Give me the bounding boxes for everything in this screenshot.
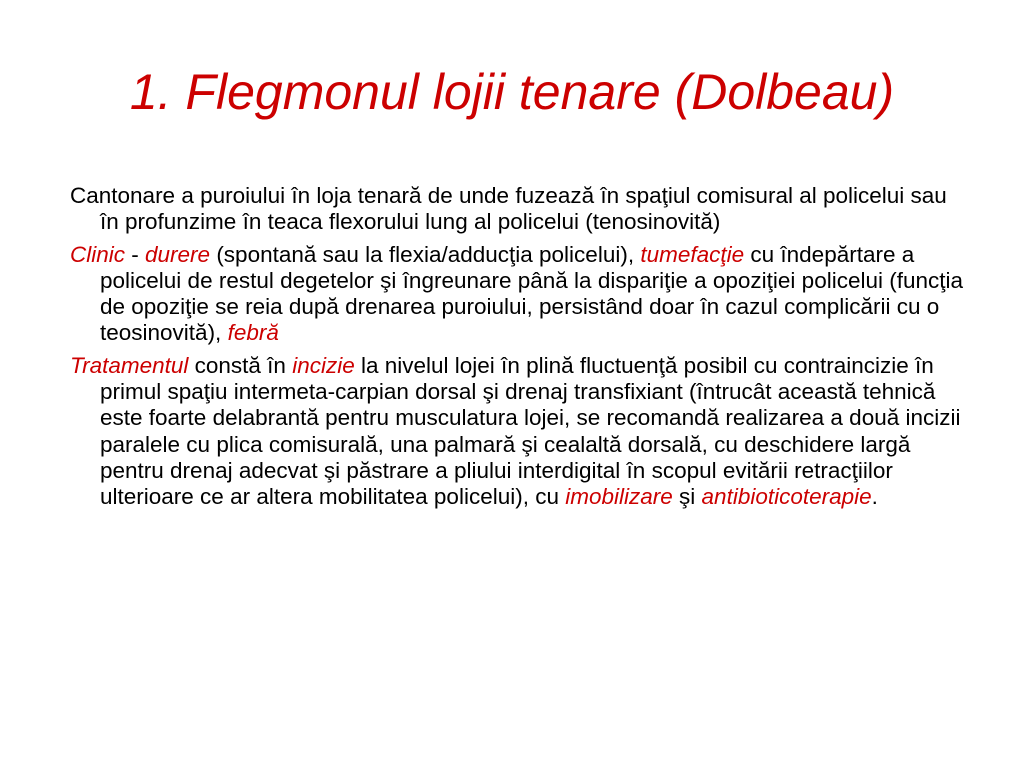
clinic-text-2: cu îndepărtare a policelui de restul degetelor şi îngreunare până la dispariţie a opoziţiei policelui (funcţia de opoziţie se reia după drenarea puroiului, persistând doar în cazul complicării cu o teosinovită), <box>100 241 964 346</box>
paragraph-tratament <box>70 353 970 511</box>
paragraph-clinic <box>70 242 970 347</box>
keyword-imobilizare: imobilizare <box>565 484 673 510</box>
tratament-text-2: la nivelul lojei în plină fluctuenţă posibil cu contraincizie în primul spaţiu intermeta-carpian dorsal şi drenaj transfixiant (întrucât această tehnică este foarte delabrantă pentru musculatura lojei, se recomandă realizarea a două incizii paralele cu plica comisurală, una palmară şi cealaltă dorsală, cu deschidere largă pentru drenaj adecvat şi păstrare a pliului interdigital în scopul evitării retracţiilor ulterioare ce ar altera mobilitatea policelui), cu <box>100 352 961 510</box>
keyword-tumefactie: tumefacţie <box>640 241 745 267</box>
paragraph-cantonare <box>70 183 970 236</box>
dash-separator: - <box>125 241 146 267</box>
tratament-text-1: constă în <box>188 352 293 378</box>
keyword-antibioticoterapie: antibioticoterapie <box>701 484 872 510</box>
keyword-durere: durere <box>145 241 211 267</box>
keyword-clinic: Clinic <box>70 241 126 267</box>
clinic-text-1: (spontană sau la flexia/adducţia policelui), <box>210 241 641 267</box>
keyword-incizie: incizie <box>292 352 355 378</box>
slide-title: 1. Flegmonul lojii tenare (Dolbeau) <box>129 64 895 120</box>
paragraph-cantonare-text: Cantonare a puroiului în loja tenară de unde fuzează în spaţiul comisural al policelui sau în profunzime în teaca flexorului lung al policelui (tenosinovită) <box>70 183 947 235</box>
tratament-text-4: . <box>871 484 878 510</box>
keyword-febra: febră <box>227 320 279 346</box>
keyword-tratamentul: Tratamentul <box>70 352 189 378</box>
slide-body <box>70 183 970 517</box>
tratament-text-3: şi <box>672 484 702 510</box>
